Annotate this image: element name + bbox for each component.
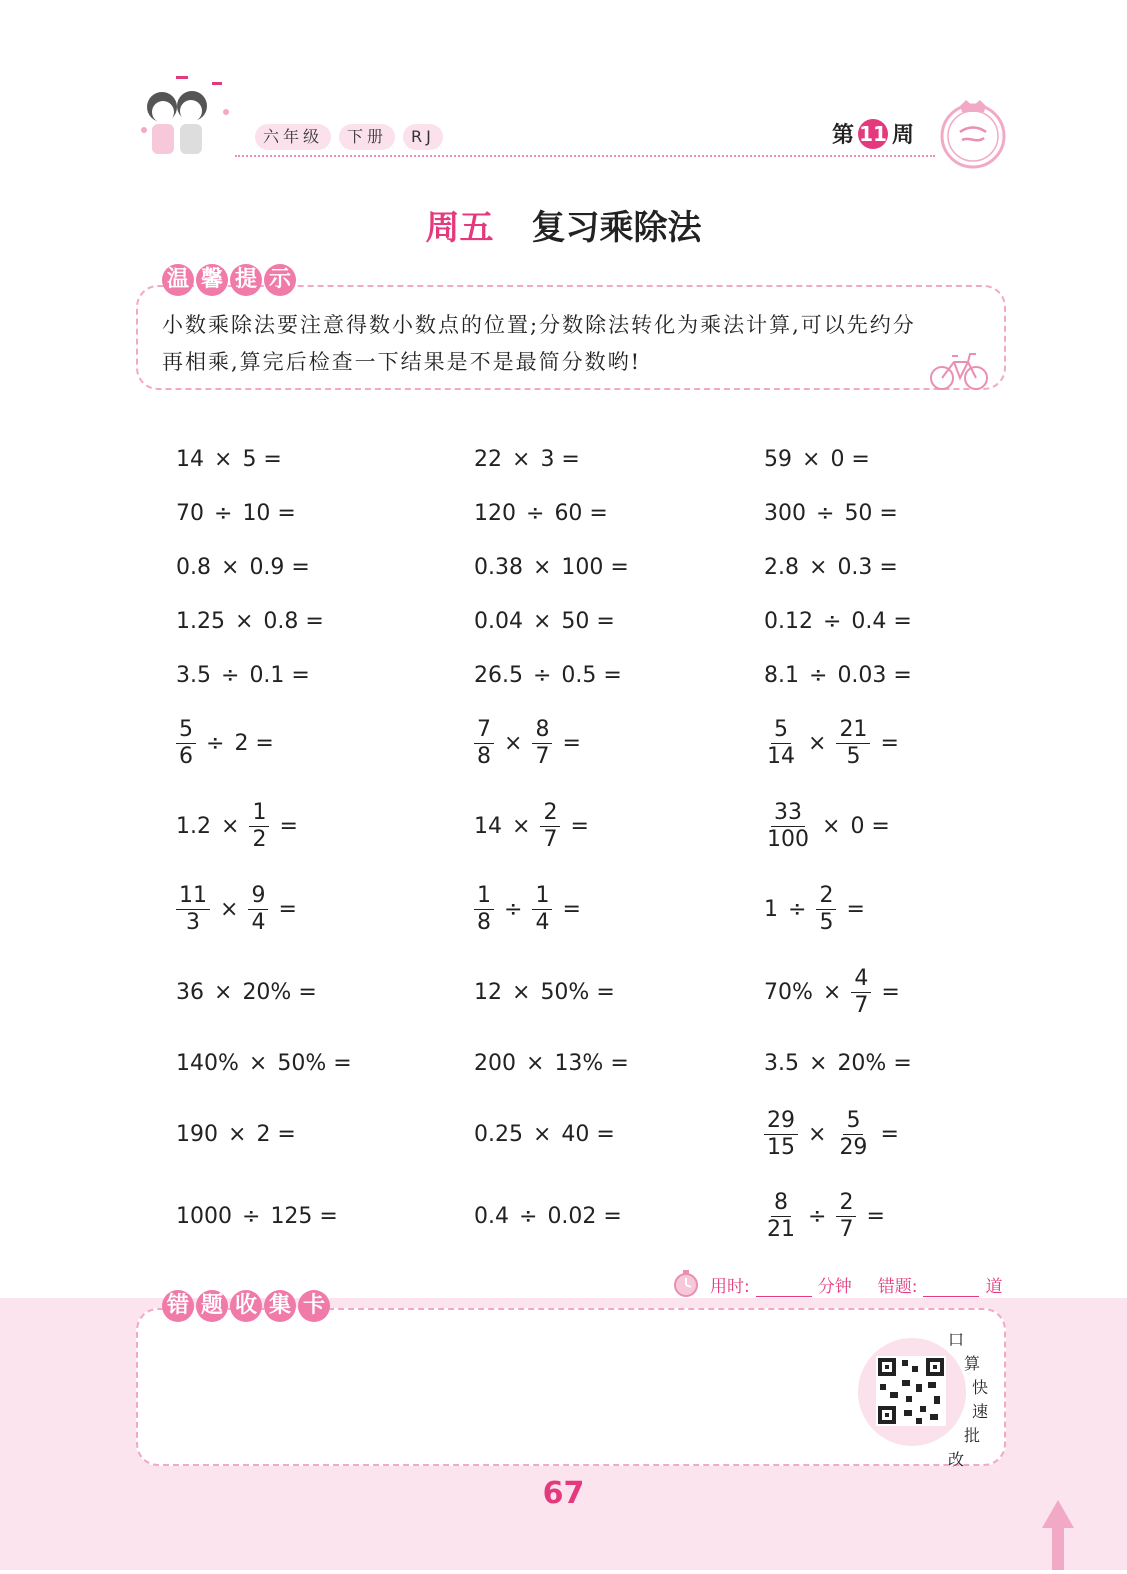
fraction-denominator: 5 (819, 910, 834, 935)
fraction-denominator: 7 (535, 744, 550, 769)
fraction-numerator: 21 (836, 717, 870, 744)
expression-token: × (221, 554, 240, 580)
problem-item (176, 1051, 474, 1076)
expression-token: 0.3 = (837, 554, 898, 580)
time-label: 用时: (710, 1277, 750, 1297)
problem-row (176, 702, 976, 785)
problem-item (474, 980, 764, 1005)
fraction (816, 883, 836, 936)
fraction (836, 1108, 870, 1161)
volume-pill: 下册 (339, 124, 395, 150)
expression-token: 0.38 (474, 554, 523, 580)
expression-token: = (881, 979, 900, 1005)
expression-token: 20% = (242, 979, 317, 1005)
fraction-denominator: 7 (854, 992, 869, 1018)
tip-line-2: 再相乘,算完后检查一下结果是不是最简分数哟! (162, 350, 642, 374)
fraction-numerator: 5 (843, 1108, 863, 1135)
expression-token: = (570, 814, 589, 839)
expression-token: × (228, 1121, 247, 1147)
error-card-tag (162, 1290, 330, 1322)
tip-tag (162, 264, 296, 296)
fraction-numerator: 33 (771, 800, 805, 827)
problem-item (764, 447, 976, 472)
tip-text (162, 307, 992, 381)
problem-item (764, 966, 976, 1019)
expression-token: 26.5 (474, 662, 523, 688)
expression-token: ÷ (809, 662, 828, 688)
expression-token: = (880, 1121, 899, 1147)
kids-illustration (140, 72, 235, 160)
expression-token: 70% (764, 979, 813, 1005)
qr-caption-char: 批 (964, 1426, 981, 1445)
problem-item (176, 447, 474, 472)
expression-token: 2 = (234, 731, 274, 756)
expression-token: 300 (764, 500, 806, 526)
expression-token: 50% = (277, 1050, 352, 1076)
problem-item (176, 1204, 474, 1229)
expression-token: = (866, 1203, 885, 1229)
grade-info (255, 124, 443, 150)
fraction-denominator: 4 (251, 910, 266, 935)
expression-token: 0.5 = (561, 662, 622, 688)
week-prefix: 第 (832, 123, 855, 148)
fraction-numerator: 2 (836, 1190, 856, 1217)
fraction-denominator: 21 (767, 1216, 795, 1242)
fraction (836, 717, 870, 770)
problem-item (764, 800, 976, 853)
problem-item (176, 663, 474, 688)
expression-token: 60 = (554, 500, 608, 526)
time-blank (756, 1278, 812, 1297)
fraction-numerator: 2 (816, 883, 836, 910)
problem-row (176, 951, 976, 1033)
expression-token: × (532, 1121, 552, 1147)
expression-token: 120 (474, 500, 516, 526)
problem-row (176, 868, 976, 951)
problem-row (176, 594, 976, 648)
expression-token: ÷ (221, 662, 240, 688)
expression-token: 3.5 (176, 662, 211, 688)
bicycle-icon (928, 350, 990, 392)
problem-item (474, 663, 764, 688)
fraction (474, 717, 494, 770)
problem-item (176, 980, 474, 1005)
expression-token: 0.25 (474, 1121, 523, 1147)
fraction (851, 966, 871, 1019)
expression-token: ÷ (526, 500, 545, 526)
problem-item (474, 717, 764, 770)
fraction-numerator: 1 (474, 883, 494, 910)
time-unit: 分钟 (817, 1277, 852, 1297)
expression-token: ÷ (214, 500, 233, 526)
fraction-numerator: 7 (474, 717, 494, 744)
expression-token: 10 = (242, 500, 296, 526)
problem-item (764, 1108, 976, 1161)
fraction-numerator: 1 (532, 883, 552, 910)
week-number-badge: 11 (858, 119, 888, 149)
expression-token: 190 (176, 1121, 218, 1147)
errors-unit: 道 (985, 1277, 1003, 1297)
expression-token: × (214, 979, 233, 1005)
problem-item (764, 883, 976, 936)
grade-pill: 六年级 (255, 124, 331, 150)
fraction-denominator: 8 (477, 910, 491, 935)
week-suffix: 周 (892, 123, 915, 148)
title-day: 周五 (425, 208, 494, 248)
problem-item (474, 555, 764, 580)
qr-caption-char: 快 (972, 1378, 989, 1397)
problem-item (764, 1190, 976, 1243)
problem-item (176, 501, 474, 526)
page-title (0, 200, 1127, 249)
expression-token: × (532, 608, 552, 634)
problem-item (474, 501, 764, 526)
fraction-denominator: 7 (543, 827, 558, 852)
expression-token: ÷ (788, 897, 807, 922)
expression-token: 0 = (830, 446, 870, 472)
fraction-denominator: 4 (535, 910, 550, 935)
fraction (532, 883, 552, 936)
expression-token: = (278, 897, 297, 922)
expression-token: = (562, 731, 581, 756)
expression-token: × (526, 1050, 545, 1076)
expression-token: 5 = (242, 446, 282, 472)
expression-token: 59 (764, 446, 792, 472)
expression-token: = (279, 814, 298, 839)
fraction (176, 883, 210, 936)
problem-item (474, 883, 764, 936)
tip-tag-char: 提 (230, 264, 262, 296)
problem-row (176, 432, 976, 486)
expression-token: × (808, 731, 827, 756)
problem-item (474, 609, 764, 634)
problem-item (176, 555, 474, 580)
qr-caption-char: 改 (948, 1450, 965, 1469)
expression-token: 0 = (850, 814, 890, 839)
expression-token: 1 (764, 897, 778, 922)
problem-item (474, 1122, 764, 1147)
expression-token: × (512, 979, 531, 1005)
timing-row (710, 1272, 1002, 1297)
fraction (176, 717, 196, 770)
expression-token: 0.4 = (851, 608, 912, 634)
fraction-denominator: 7 (839, 1216, 854, 1242)
expression-token: ÷ (816, 500, 835, 526)
expression-token: × (809, 554, 828, 580)
fraction (248, 883, 268, 936)
stopwatch-icon (672, 1268, 700, 1298)
expression-token: 0.04 (474, 608, 523, 634)
expression-token: × (512, 814, 531, 839)
qr-caption-char: 速 (972, 1402, 989, 1421)
expression-token: 14 (176, 446, 204, 472)
problem-item (176, 883, 474, 936)
error-tag-char: 收 (230, 1290, 262, 1322)
problem-item (764, 1051, 976, 1076)
expression-token: × (802, 446, 821, 472)
page-number: 67 (542, 1476, 585, 1511)
qr-caption-char: 算 (964, 1354, 981, 1373)
problem-row (176, 540, 976, 594)
fraction-denominator: 6 (179, 744, 193, 769)
expression-token: 0.8 = (263, 608, 324, 634)
expression-token: × (214, 446, 233, 472)
problem-row (176, 1033, 976, 1093)
expression-token: 13% = (554, 1050, 629, 1076)
expression-token: 12 (474, 979, 502, 1005)
expression-token: × (532, 554, 552, 580)
fraction-denominator: 3 (186, 910, 200, 935)
expression-token: ÷ (519, 1203, 538, 1229)
expression-token: 20% = (837, 1050, 912, 1076)
fraction-numerator: 4 (851, 966, 871, 993)
problem-item (764, 717, 976, 770)
tip-line-1: 小数乘除法要注意得数小数点的位置;分数除法转化为乘法计算,可以先约分 (162, 313, 916, 337)
problem-row (176, 1175, 976, 1257)
expression-token: 1.2 (176, 814, 211, 839)
fraction-numerator: 11 (176, 883, 210, 910)
author-seal-logo (936, 96, 1010, 170)
fraction (532, 717, 552, 770)
fraction (764, 1190, 798, 1243)
expression-token: 0.12 (764, 608, 813, 634)
problem-item (176, 717, 474, 770)
problem-item (764, 555, 976, 580)
header-divider (235, 155, 935, 157)
fraction-denominator: 2 (252, 827, 267, 852)
fraction (249, 800, 269, 853)
fraction (836, 1190, 856, 1243)
expression-token: 2.8 (764, 554, 799, 580)
expression-token: ÷ (808, 1203, 827, 1229)
expression-token: × (822, 814, 841, 839)
fraction-numerator: 5 (176, 717, 196, 744)
fraction (474, 883, 494, 936)
title-topic: 复习乘除法 (531, 208, 702, 248)
tip-tag-char: 温 (162, 264, 194, 296)
expression-token: 50% = (540, 979, 615, 1005)
problem-item (764, 501, 976, 526)
problem-row (176, 785, 976, 868)
error-tag-char: 错 (162, 1290, 194, 1322)
tip-tag-char: 示 (264, 264, 296, 296)
expression-token: 0.4 (474, 1203, 509, 1229)
expression-token: 36 (176, 979, 204, 1005)
errors-blank (923, 1278, 979, 1297)
fraction (764, 717, 798, 770)
expression-token: ÷ (532, 662, 552, 688)
expression-token: 0.1 = (249, 662, 310, 688)
expression-token: × (512, 446, 531, 472)
expression-token: 8.1 (764, 662, 799, 688)
expression-token: 50 = (844, 500, 898, 526)
problem-item (764, 663, 976, 688)
expression-token: 1000 (176, 1203, 232, 1229)
fraction-numerator: 9 (248, 883, 268, 910)
error-tag-char: 题 (196, 1290, 228, 1322)
problem-item (474, 1051, 764, 1076)
problem-item (176, 800, 474, 853)
fraction (764, 1108, 798, 1161)
error-tag-char: 集 (264, 1290, 296, 1322)
expression-token: ÷ (206, 731, 225, 756)
expression-token: × (809, 1050, 828, 1076)
fraction (540, 800, 560, 853)
tip-tag-char: 馨 (196, 264, 228, 296)
expression-token: = (562, 897, 581, 922)
fraction-denominator: 100 (767, 827, 809, 852)
fraction-numerator: 29 (764, 1108, 798, 1135)
fraction-numerator: 8 (532, 717, 552, 744)
expression-token: 2 = (256, 1121, 296, 1147)
qr-caption (948, 1328, 988, 1472)
expression-token: × (234, 608, 254, 634)
fraction-denominator: 5 (846, 744, 861, 769)
expression-token: × (808, 1121, 827, 1147)
expression-token: × (220, 897, 239, 922)
expression-token: ÷ (822, 608, 842, 634)
errors-label: 错题: (877, 1277, 918, 1297)
qr-code-icon[interactable] (876, 1356, 946, 1426)
expression-token: 0.02 = (547, 1203, 622, 1229)
expression-token: 70 (176, 500, 204, 526)
fraction-numerator: 8 (771, 1190, 791, 1217)
problem-item (176, 1122, 474, 1147)
expression-token: 0.8 (176, 554, 211, 580)
expression-token: = (880, 731, 899, 756)
problem-row (176, 486, 976, 540)
fraction-numerator: 2 (540, 800, 560, 827)
expression-token: 50 = (561, 608, 615, 634)
expression-token: × (221, 814, 240, 839)
error-tag-char: 卡 (298, 1290, 330, 1322)
fraction (764, 800, 812, 853)
fraction-denominator: 14 (767, 744, 795, 769)
expression-token: 100 = (561, 554, 629, 580)
week-label (832, 118, 914, 149)
fraction-numerator: 5 (771, 717, 791, 744)
expression-token: 0.9 = (249, 554, 310, 580)
expression-token: 200 (474, 1050, 516, 1076)
expression-token: 14 (474, 814, 502, 839)
fraction-denominator: 29 (839, 1134, 868, 1160)
problem-row (176, 1093, 976, 1175)
up-arrow-icon (1040, 1498, 1076, 1570)
expression-token: 140% (176, 1050, 239, 1076)
expression-token: 3.5 (764, 1050, 799, 1076)
fraction-denominator: 15 (767, 1134, 795, 1160)
edition-pill: RJ (403, 124, 443, 150)
expression-token: ÷ (504, 897, 523, 922)
expression-token: ÷ (242, 1203, 261, 1229)
expression-token: 40 = (561, 1121, 615, 1147)
fraction-numerator: 1 (249, 800, 269, 827)
expression-token: 0.03 = (837, 662, 912, 688)
expression-token: 22 (474, 446, 502, 472)
fraction-denominator: 8 (477, 744, 491, 769)
expression-token: = (846, 897, 865, 922)
expression-token: 1.25 (176, 608, 225, 634)
expression-token: 125 = (270, 1203, 338, 1229)
expression-token: × (504, 731, 523, 756)
problem-item (764, 609, 976, 634)
expression-token: 3 = (540, 446, 580, 472)
problem-grid (176, 432, 976, 1257)
expression-token: × (822, 979, 842, 1005)
problem-row (176, 648, 976, 702)
problem-item (474, 800, 764, 853)
problem-item (176, 609, 474, 634)
problem-item (474, 447, 764, 472)
problem-item (474, 1204, 764, 1229)
expression-token: × (248, 1050, 268, 1076)
qr-caption-char: 口 (948, 1330, 965, 1349)
